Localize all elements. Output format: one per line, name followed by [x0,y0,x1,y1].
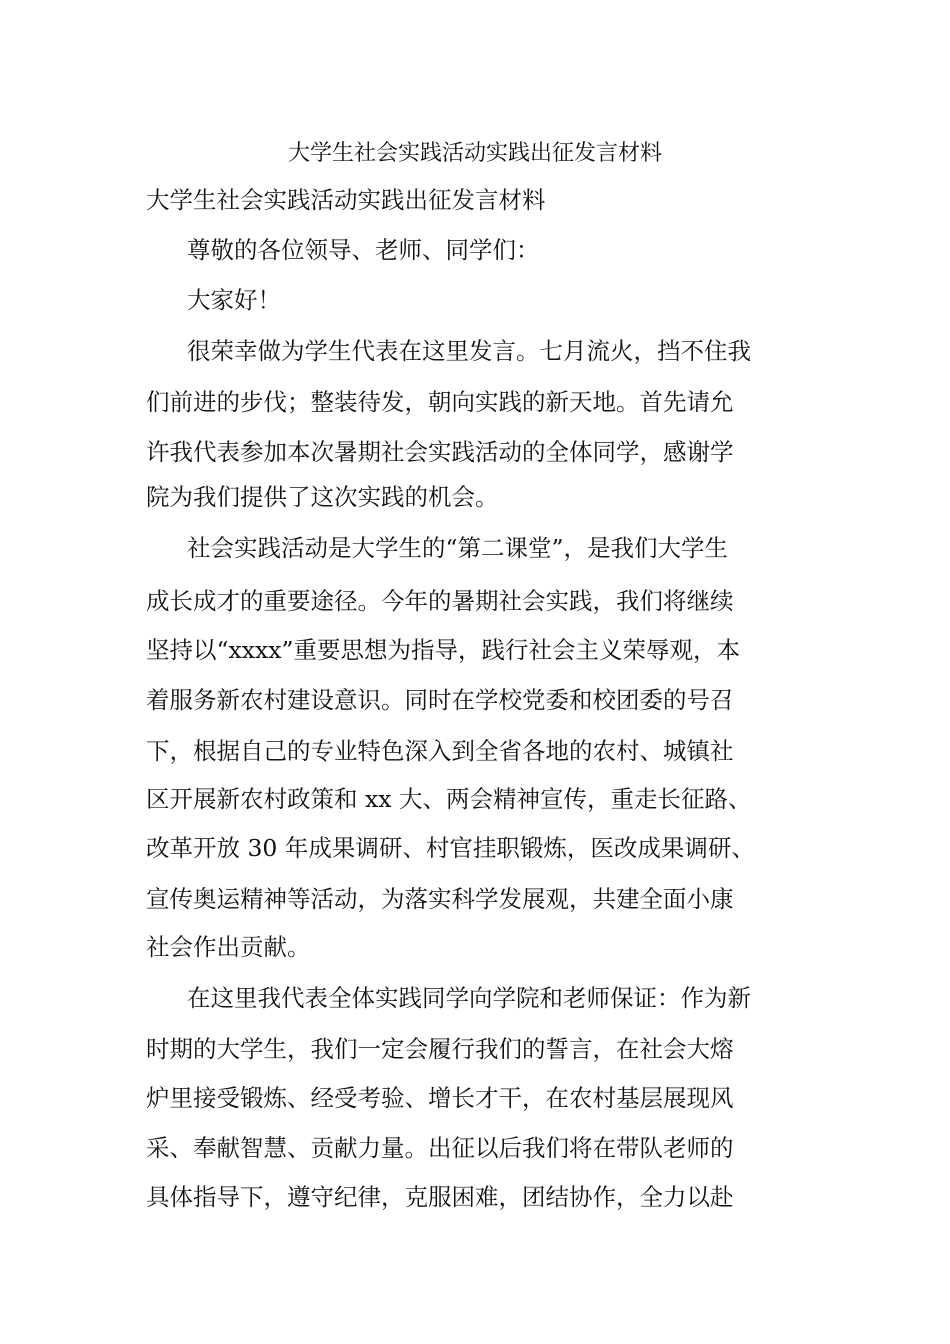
document-title: 大学生社会实践活动实践出征发言材料 [287,141,662,166]
paragraph-3-line-5: 具体指导下，遵守纪律，克服困难，团结协作，全力以赴 [146,1183,734,1211]
paragraph-1-line-1: 很荣幸做为学生代表在这里发言。七月流火，挡不住我 [187,337,751,365]
paragraph-3-line-2: 时期的大学生，我们一定会履行我们的誓言，在社会大熔 [146,1035,734,1063]
paragraph-2-line-7: 改革开放 30 年成果调研、村官挂职锻炼，医改成果调研、 [146,834,755,862]
paragraph-1-line-2: 们前进的步伐；整装待发，朝向实践的新天地。首先请允 [146,388,734,416]
paragraph-2-line-2: 成长成才的重要途径。今年的暑期社会实践，我们将继续 [146,587,734,615]
paragraph-3-line-3: 炉里接受锻炼、经受考验、增长才干，在农村基层展现风 [146,1084,734,1112]
paragraph-3-line-1: 在这里我代表全体实践同学向学院和老师保证：作为新 [187,984,751,1012]
subtitle-line: 大学生社会实践活动实践出征发言材料 [146,186,546,214]
greeting-line: 大家好！ [187,286,281,314]
paragraph-1-line-4: 院为我们提供了这次实践的机会。 [146,483,499,511]
paragraph-2-line-4: 着服务新农村建设意识。同时在学校党委和校团委的号召 [146,686,734,714]
paragraph-2-line-6: 区开展新农村政策和 xx 大、两会精神宣传，重走长征路、 [146,785,752,813]
paragraph-2-line-5: 下，根据自己的专业特色深入到全省各地的农村、城镇社 [146,737,734,765]
paragraph-1-line-3: 许我代表参加本次暑期社会实践活动的全体同学，感谢学 [146,438,734,466]
salutation-line: 尊敬的各位领导、老师、同学们： [187,236,540,264]
paragraph-2-line-9: 社会作出贡献。 [146,933,311,961]
paragraph-2-line-8: 宣传奥运精神等活动，为落实科学发展观，共建全面小康 [146,885,734,913]
paragraph-3-line-4: 采、奉献智慧、贡献力量。出征以后我们将在带队老师的 [146,1134,734,1162]
paragraph-2-line-3: 坚持以“xxxx”重要思想为指导，践行社会主义荣辱观，本 [146,636,741,664]
paragraph-2-line-1: 社会实践活动是大学生的“第二课堂”，是我们大学生 [187,534,729,562]
